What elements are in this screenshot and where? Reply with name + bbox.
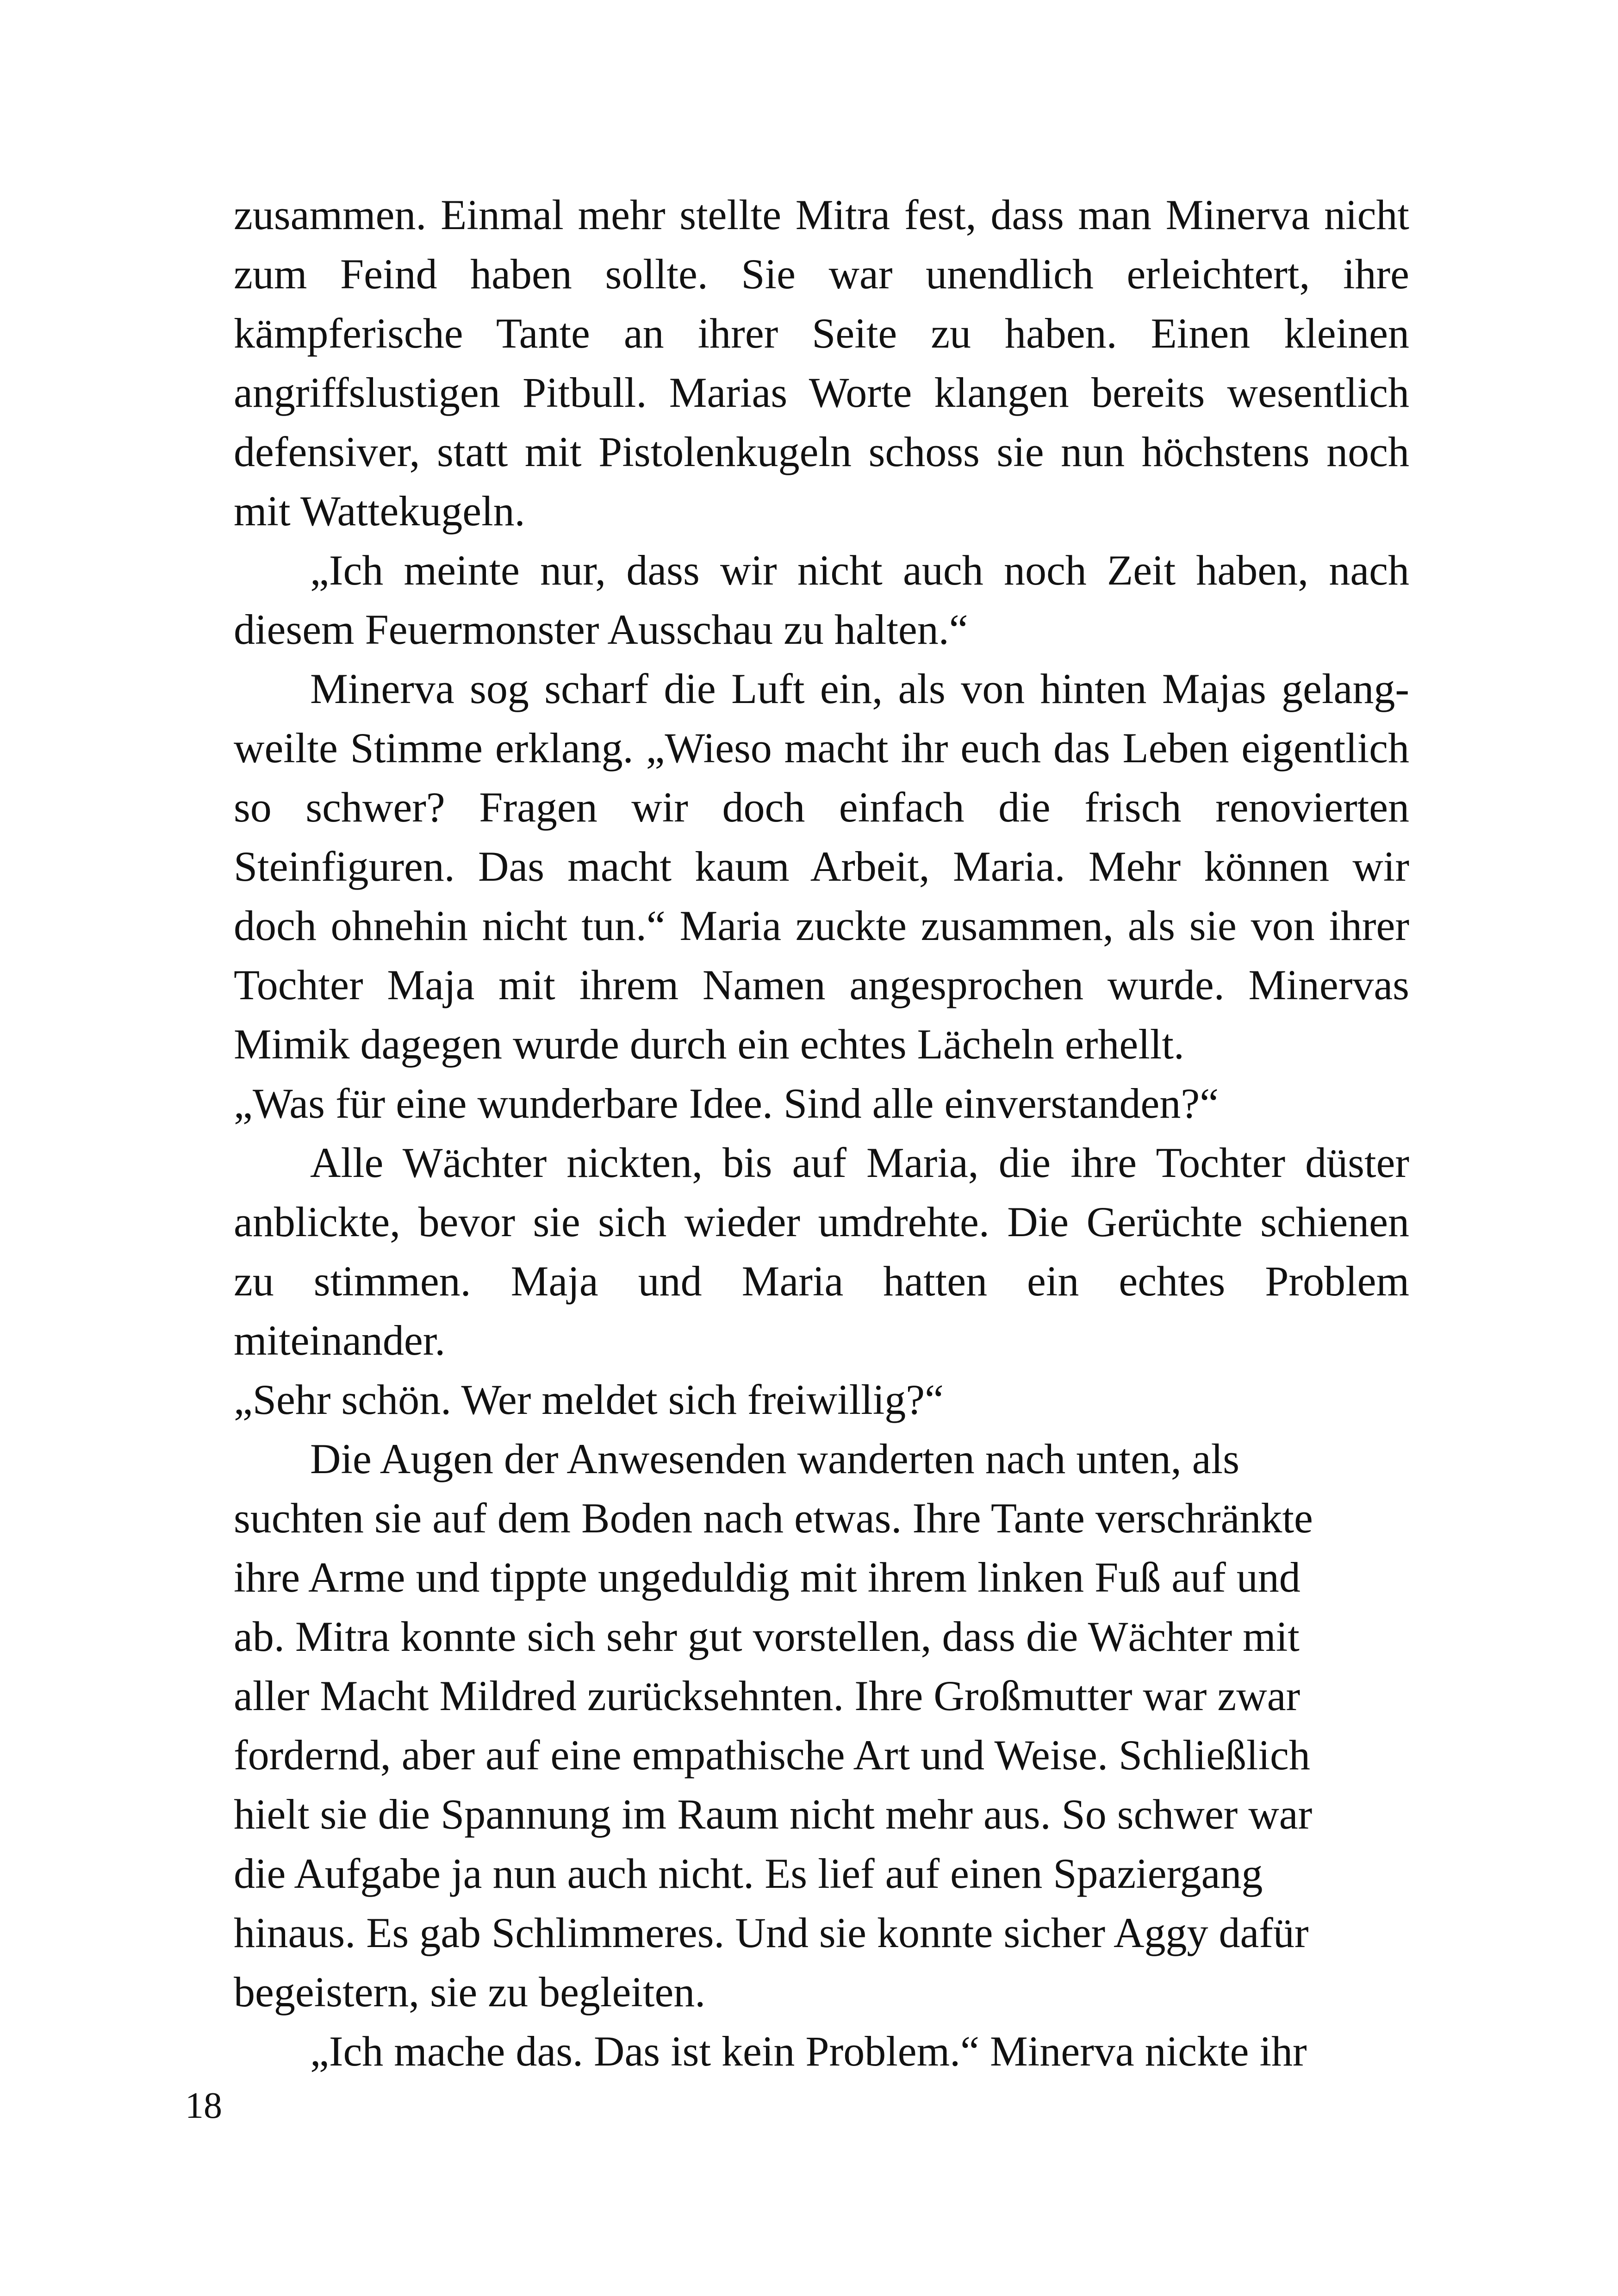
text-line: hielt sie die Spannung im Raum nicht mehr aus. So schwer war [234, 1791, 1313, 1838]
text-line: kämpferische Tante an ihrer Seite zu haben. Einen kleinen [234, 310, 1409, 357]
text-line: miteinander. [234, 1317, 446, 1364]
text-line: so schwer? Fragen wir doch einfach die frisch renovierten [234, 784, 1409, 831]
text-line: „Sehr schön. Wer meldet sich freiwillig?“ [234, 1376, 944, 1423]
text-line: mit Wattekugeln. [234, 487, 525, 535]
text-line: weilte Stimme erklang. „Wieso macht ihr euch das Leben eigentlich [234, 724, 1409, 772]
text-line: fordernd, aber auf eine empathische Art und Weise. Schließlich [234, 1731, 1310, 1779]
text-line: die Aufgabe ja nun auch nicht. Es lief auf einen Spaziergang [234, 1850, 1263, 1897]
page-number: 18 [185, 2085, 222, 2126]
text-line: anblickte, bevor sie sich wieder umdrehte. Die Gerüchte schienen [234, 1198, 1409, 1245]
text-line: angriffslustigen Pitbull. Marias Worte klangen bereits wesentlich [234, 369, 1409, 416]
text-line: Minerva sog scharf die Luft ein, als von hinten Majas gelang- [310, 665, 1409, 712]
text-line: suchten sie auf dem Boden nach etwas. Ihre Tante verschränkte [234, 1494, 1313, 1542]
text-line: ihre Arme und tippte ungeduldig mit ihrem linken Fuß auf und [234, 1554, 1301, 1601]
text-line: Tochter Maja mit ihrem Namen angesprochen wurde. Minervas [234, 961, 1409, 1008]
text-line: doch ohnehin nicht tun.“ Maria zuckte zusammen, als sie von ihrer [234, 902, 1409, 949]
text-line: Die Augen der Anwesenden wanderten nach unten, als [310, 1435, 1240, 1482]
body-text [234, 185, 1409, 2081]
text-line: begeistern, sie zu begleiten. [234, 1968, 706, 2016]
text-line: zum Feind haben sollte. Sie war unendlich erleichtert, ihre [234, 250, 1409, 298]
text-line: diesem Feuermonster Ausschau zu halten.“ [234, 606, 968, 653]
text-line: Steinfiguren. Das macht kaum Arbeit, Maria. Mehr können wir [234, 843, 1409, 890]
text-line: Mimik dagegen wurde durch ein echtes Lächeln erhellt. [234, 1020, 1184, 1068]
text-line: zusammen. Einmal mehr stellte Mitra fest, dass man Minerva nicht [234, 191, 1409, 238]
text-line: „Ich meinte nur, dass wir nicht auch noch Zeit haben, nach [310, 547, 1409, 594]
text-line: defensiver, statt mit Pistolenkugeln schoss sie nun höchstens noch [234, 428, 1409, 475]
text-line: zu stimmen. Maja und Maria hatten ein echtes Problem [234, 1257, 1409, 1305]
text-line: Alle Wächter nickten, bis auf Maria, die ihre Tochter düster [310, 1139, 1409, 1186]
text-line: aller Macht Mildred zurücksehnten. Ihre Großmutter war zwar [234, 1672, 1301, 1719]
text-line: hinaus. Es gab Schlimmeres. Und sie konnte sicher Aggy dafür [234, 1909, 1309, 1956]
text-line: ab. Mitra konnte sich sehr gut vorstellen, dass die Wächter mit [234, 1613, 1300, 1660]
text-line: „Ich mache das. Das ist kein Problem.“ Minerva nickte ihr [310, 2028, 1307, 2075]
text-line: „Was für eine wunderbare Idee. Sind alle einverstanden?“ [234, 1080, 1219, 1127]
